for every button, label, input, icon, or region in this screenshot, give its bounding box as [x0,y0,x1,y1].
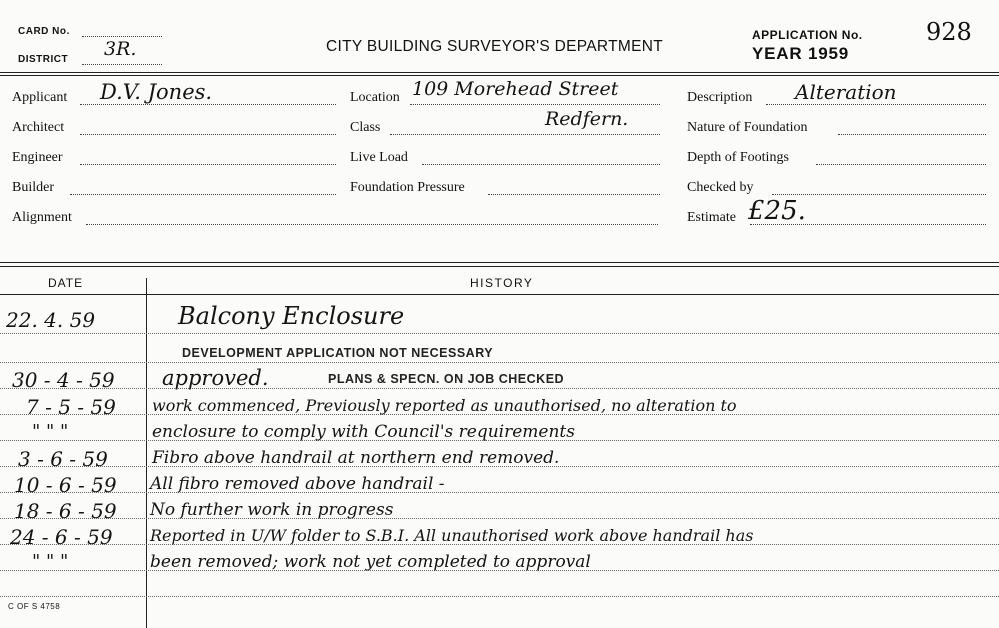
description-value: Alteration [795,80,897,104]
history-date: " " " [32,421,69,442]
history-date: 30 - 4 - 59 [12,368,115,392]
header-rule-top [0,72,999,73]
estimate-label: Estimate [687,210,736,225]
class-line [390,134,660,135]
district-line [82,64,162,65]
depth-of-footings-line [816,164,986,165]
builder-line [70,194,336,195]
alignment-label: Alignment [12,210,72,225]
date-column-header: DATE [48,276,84,290]
row-line [0,333,999,334]
history-date: 18 - 6 - 59 [14,499,117,523]
header-rule-bottom [0,75,999,76]
engineer-line [80,164,336,165]
row-line [0,362,999,363]
location-value-line2: Redfern. [545,108,629,130]
foundation-pressure-label: Foundation Pressure [350,180,465,195]
foundation-pressure-line [488,194,660,195]
history-text: approved. [162,366,269,390]
estimate-value: £25. [748,196,806,226]
history-rule-top1 [0,262,999,263]
checked-by-label: Checked by [687,180,754,195]
history-text: been removed; work not yet completed to approval [150,552,591,572]
architect-line [80,134,336,135]
row-line [0,388,999,389]
history-stamp: PLANS & SPECN. ON JOB CHECKED [328,372,565,386]
nature-of-foundation-label: Nature of Foundation [687,120,808,135]
applicant-label: Applicant [12,90,68,105]
alignment-line [86,224,658,225]
history-text: Balcony Enclosure [178,302,405,330]
location-line [410,104,660,105]
district-value: 3R. [104,38,137,60]
history-text: No further work in progress [150,500,394,520]
year-label: YEAR 1959 [752,44,849,63]
nature-of-foundation-line [838,134,986,135]
applicant-value: D.V. Jones. [100,80,213,104]
form-code: C OF S 4758 [8,602,61,611]
history-stamp: DEVELOPMENT APPLICATION NOT NECESSARY [182,346,494,360]
history-text: enclosure to comply with Council's requirements [152,422,575,442]
history-text: Fibro above handrail at northern end removed. [152,448,560,468]
date-column-divider [146,278,147,628]
history-rule-top2 [0,266,999,267]
card-no-label: CARD No. [18,26,70,37]
class-label: Class [350,120,381,135]
history-date: 7 - 5 - 59 [26,395,116,419]
row-line [0,596,999,597]
history-text: Reported in U/W folder to S.B.I. All unauthorised work above handrail has [150,526,754,545]
location-value-line1: 109 Morehead Street [412,78,619,100]
builder-label: Builder [12,180,54,195]
engineer-label: Engineer [12,150,63,165]
history-text: work commenced, Previously reported as unauthorised, no alteration to [152,396,737,415]
history-text: All fibro removed above handrail - [150,474,445,494]
history-date: 10 - 6 - 59 [14,473,117,497]
history-date: 3 - 6 - 59 [18,447,108,471]
location-label: Location [350,90,400,105]
live-load-line [422,164,660,165]
architect-label: Architect [12,120,65,135]
department-title: CITY BUILDING SURVEYOR'S DEPARTMENT [326,38,664,55]
depth-of-footings-label: Depth of Footings [687,150,789,165]
description-line [766,104,986,105]
history-date: 24 - 6 - 59 [10,525,113,549]
checked-by-line [772,194,986,195]
card-no-line [82,36,162,37]
applicant-line [80,104,336,105]
description-label: Description [687,90,753,105]
history-date: 22. 4. 59 [6,308,96,332]
history-date: " " " [32,551,69,572]
history-header-rule [0,294,999,295]
history-column-header: HISTORY [470,276,534,290]
live-load-label: Live Load [350,150,408,165]
application-no-label: APPLICATION No. [752,28,863,42]
district-label: DISTRICT [18,54,69,65]
application-number: 928 [926,18,972,46]
